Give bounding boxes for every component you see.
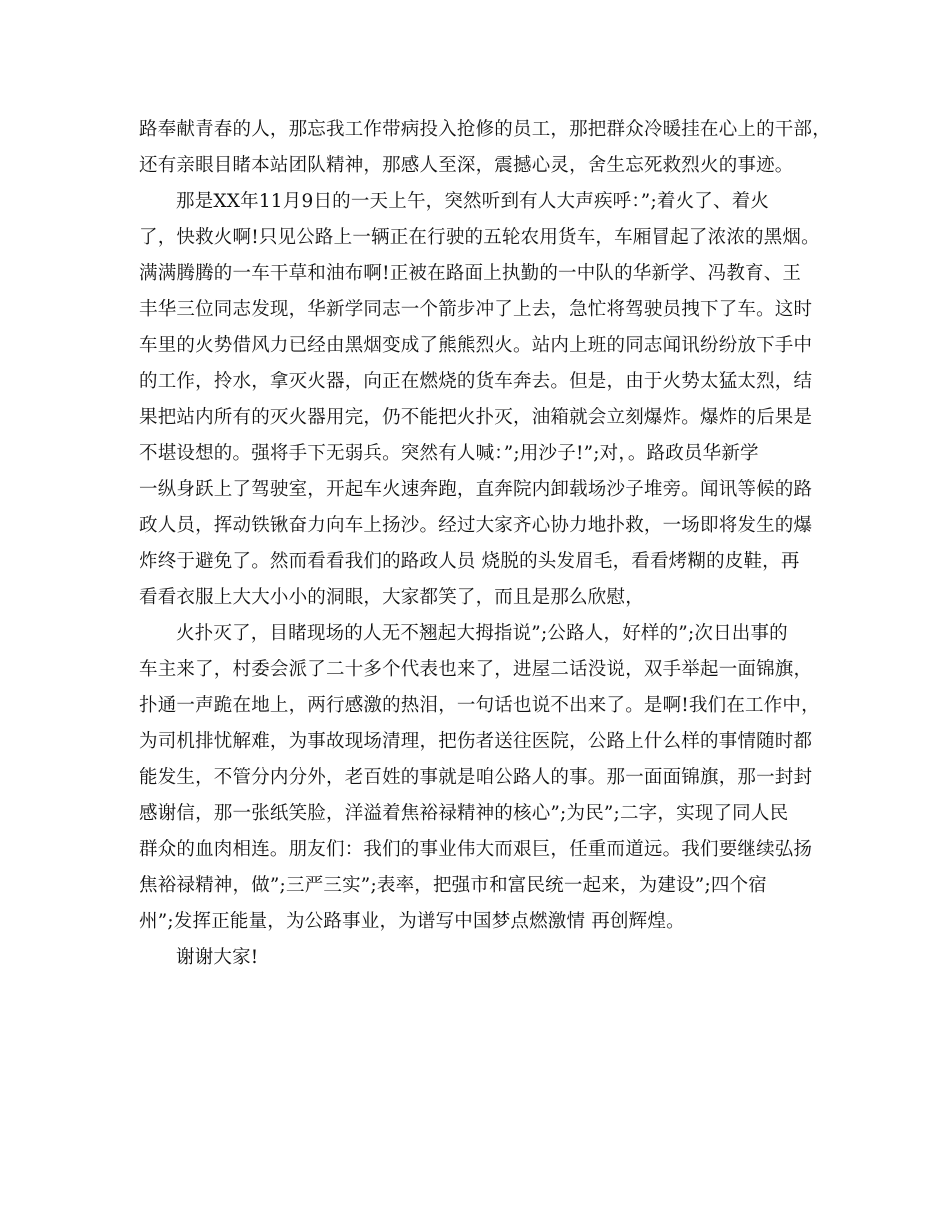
text-line: 满满腾腾的一车干草和油布啊!正被在路面上执勤的一中队的华新学、冯教育、王 bbox=[139, 263, 802, 284]
text-line: 群众的血肉相连。朋友们：我们的事业伟大而艰巨，任重而道远。我们要继续弘扬 bbox=[139, 839, 813, 860]
text-line: 扑通一声跪在地上，两行感激的热泪，一句话也说不出来了。是啊!我们在工作中， bbox=[139, 695, 820, 716]
text-line: 还有亲眼目睹本站团队精神，那感人至深，震撼心灵，舍生忘死救烈火的事迹。 bbox=[139, 155, 794, 176]
text-line: 焦裕禄精神，做”;三严三实”;表率，把强市和富民统一起来，为建设”;四个宿 bbox=[139, 875, 767, 896]
text-line: 不堪设想的。强将手下无弱兵。突然有人喊：”;用沙子!”;对，。路政员华新学 bbox=[139, 443, 759, 464]
text-line: 果把站内所有的灭火器用完，仍不能把火扑灭，油箱就会立刻爆炸。爆炸的后果是 bbox=[139, 407, 813, 428]
closing-line: 谢谢大家! bbox=[176, 947, 259, 968]
text-line: 车里的火势借风力已经由黑烟变成了熊熊烈火。站内上班的同志闻讯纷纷放下手中 bbox=[139, 335, 813, 356]
text-line: 能发生，不管分内分外，老百姓的事就是咱公路人的事。那一面面锦旗，那一封封 bbox=[139, 767, 813, 788]
text-line: 感谢信，那一张纸笑脸，洋溢着焦裕禄精神的核心”;为民”;二字，实现了同人民 bbox=[139, 803, 789, 824]
paragraph-start-line: 火扑灭了，目睹现场的人无不翘起大拇指说”;公路人，好样的”;次日出事的 bbox=[176, 623, 788, 644]
text-line: 州”;发挥正能量，为公路事业，为谱写中国梦点燃激情 再创辉煌。 bbox=[139, 911, 685, 932]
text-line: 丰华三位同志发现，华新学同志一个箭步冲了上去，急忙将驾驶员拽下了车。这时 bbox=[139, 299, 813, 320]
text-line: 路奉献青春的人，那忘我工作带病投入抢修的员工，那把群众冷暖挂在心上的干部， bbox=[139, 119, 831, 140]
text-line: 看看衣服上大大小小的洞眼，大家都笑了，而且是那么欣慰， bbox=[139, 587, 644, 608]
text-line: 炸终于避免了。然而看看我们的路政人员 烧脱的头发眉毛，看看烤糊的皮鞋，再 bbox=[139, 551, 800, 572]
text-line: 政人员，挥动铁锹奋力向车上扬沙。经过大家齐心协力地扑救，一场即将发生的爆 bbox=[139, 515, 813, 536]
text-line: 一纵身跃上了驾驶室，开起车火速奔跑，直奔院内卸载场沙子堆旁。闻讯等候的路 bbox=[139, 479, 813, 500]
paragraph-start-line: 那是XX年11月9日的一天上午，突然听到有人大声疾呼：”;着火了、着火 bbox=[176, 191, 770, 212]
text-line: 的工作，拎水，拿灭火器，向正在燃烧的货车奔去。但是，由于火势太猛太烈，结 bbox=[139, 371, 813, 392]
text-line: 车主来了，村委会派了二十多个代表也来了，进屋二话没说，双手举起一面锦旗， bbox=[139, 659, 813, 680]
text-line: 了，快救火啊!只见公路上一辆正在行驶的五轮农用货车，车厢冒起了浓浓的黑烟。 bbox=[139, 227, 820, 248]
text-line: 为司机排忧解难，为事故现场清理，把伤者送往医院，公路上什么样的事情随时都 bbox=[139, 731, 813, 752]
